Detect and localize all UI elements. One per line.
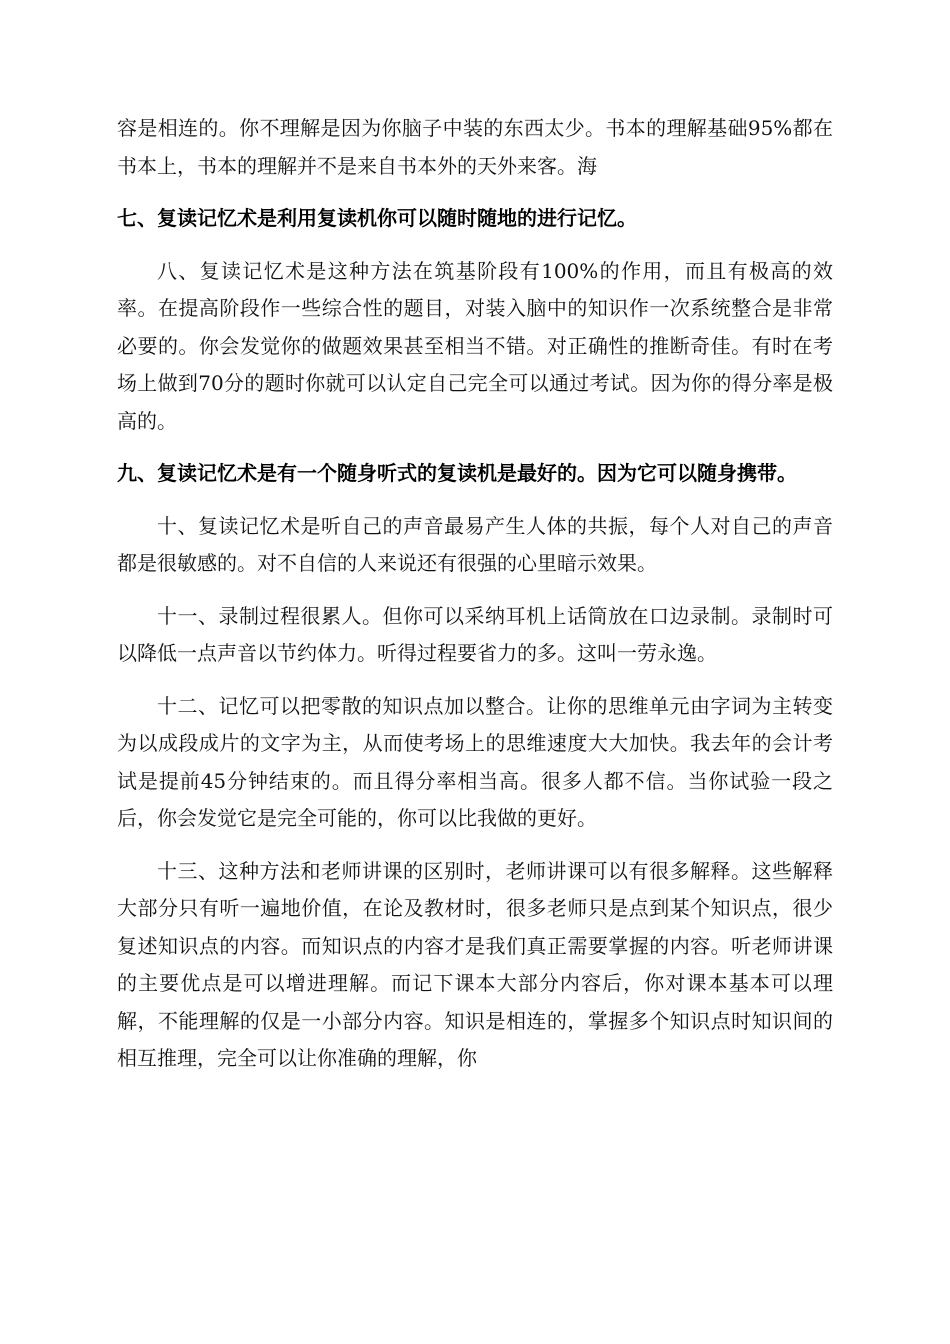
paragraph-item-13: 十三、这种方法和老师讲课的区别时，老师讲课可以有很多解释。这些解释大部分只有听一遍地价值，在论及教材时，很多老师只是点到某个知识点，很少复述知识点的内容。而知识点的内容才是我们真正需要掌握的内容。听老师讲课的主要优点是可以增进理解。而记下课本大部分内容后，你对课本基本可以理解，不能理解的仅是一小部分内容。知识是相连的，掌握多个知识点时知识间的相互推理，完全可以让你准确的理解，你: [117, 858, 833, 1070]
paragraph-item-12: 十二、记忆可以把零散的知识点加以整合。让你的思维单元由字词为主转变为以成段成片的文字为主，从而使考场上的思维速度大大加快。我去年的会计考试是提前45分钟结束的。而且得分率相当高。很多人都不信。当你试验一段之后，你会发觉它是完全可能的，你可以比我做的更好。: [117, 693, 833, 830]
document-body: [117, 110, 833, 1078]
paragraph-continuation: 容是相连的。你不理解是因为你脑子中装的东西太少。书本的理解基础95%都在书本上，书本的理解并不是来自书本外的天外来客。海: [117, 116, 833, 178]
heading-item-7: 七、复读记忆术是利用复读机你可以随时随地的进行记忆。: [117, 206, 637, 230]
paragraph-item-8: 八、复读记忆术是这种方法在筑基阶段有100%的作用，而且有极高的效率。在提高阶段作一些综合性的题目，对装入脑中的知识作一次系统整合是非常必要的。你会发觉你的做题效果甚至相当不错。对正确性的推断奇佳。有时在考场上做到70分的题时你就可以认定自己完全可以通过考试。因为你的得分率是极高的。: [117, 258, 833, 433]
paragraph-item-11: 十一、录制过程很累人。但你可以采纳耳机上话筒放在口边录制。录制时可以降低一点声音以节约体力。听得过程要省力的多。这叫一劳永逸。: [117, 603, 833, 665]
paragraph-item-10: 十、复读记忆术是听自己的声音最易产生人体的共振，每个人对自己的声音都是很敏感的。对不自信的人来说还有很强的心里暗示效果。: [117, 513, 833, 575]
heading-item-9: 九、复读记忆术是有一个随身听式的复读机是最好的。因为它可以随身携带。: [117, 461, 797, 485]
